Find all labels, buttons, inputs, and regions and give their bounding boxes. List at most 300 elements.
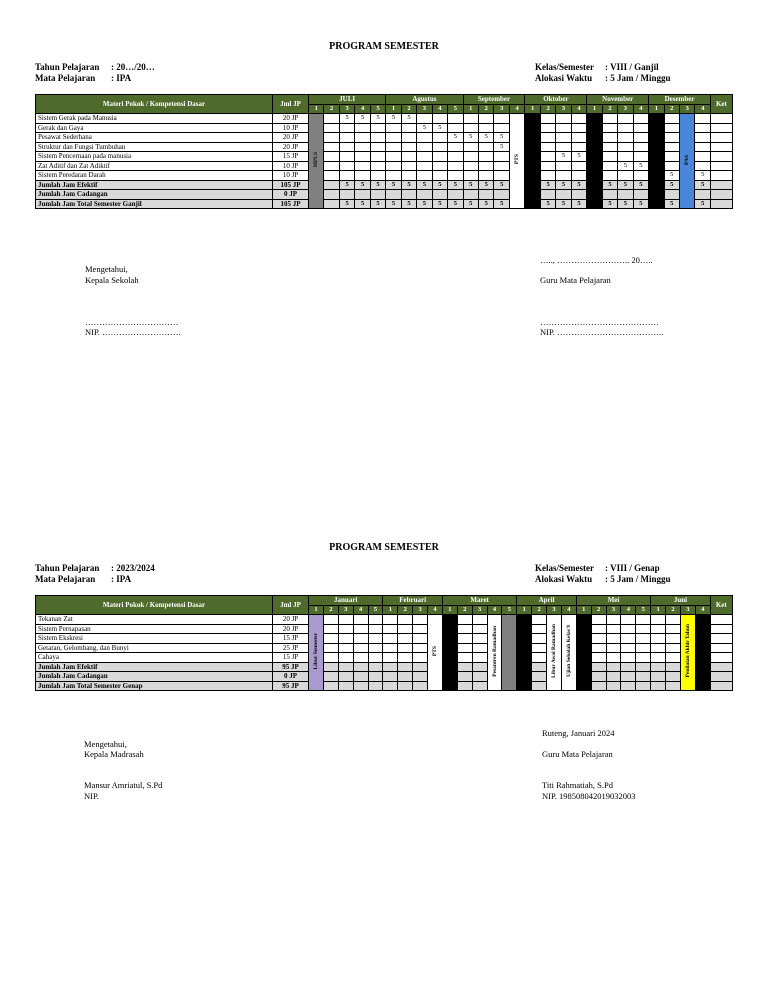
week-cell xyxy=(606,672,621,682)
header-week-number: 4 xyxy=(695,605,710,615)
week-cell xyxy=(618,114,633,124)
penilaian-block xyxy=(680,615,695,691)
week-cell xyxy=(432,142,447,152)
week-cell xyxy=(591,681,606,691)
week-cell xyxy=(324,190,339,200)
week-cell xyxy=(602,114,617,124)
week-cell xyxy=(472,634,487,644)
header-month: Desember xyxy=(649,95,711,105)
jml-cell: 95 JP xyxy=(273,681,309,691)
break-block xyxy=(517,615,532,691)
label-mapel: Mata Pelajaran xyxy=(35,73,96,83)
header-week-number: 4 xyxy=(432,104,447,114)
materi-cell: Zat Aditif dan Zat Adiktif xyxy=(36,161,273,171)
week-cell xyxy=(339,161,354,171)
semester-table-ganjil xyxy=(35,94,733,209)
week-cell xyxy=(666,681,681,691)
libur-block xyxy=(309,615,324,691)
week-cell xyxy=(368,643,383,653)
week-cell xyxy=(432,171,447,181)
week-cell xyxy=(324,142,339,152)
header-week-number: 3 xyxy=(417,104,432,114)
week-cell: 5 xyxy=(355,180,370,190)
info-mapel-sem2 xyxy=(35,574,131,585)
week-cell xyxy=(353,653,368,663)
week-cell xyxy=(479,123,494,133)
jml-cell: 10 JP xyxy=(273,161,309,171)
header-week-number: 1 xyxy=(442,605,457,615)
value-tahun: : 20…/20… xyxy=(111,62,155,72)
ket-cell xyxy=(710,662,732,672)
week-cell xyxy=(432,190,447,200)
week-cell xyxy=(383,662,398,672)
pts-block-label: PTS xyxy=(514,154,521,165)
week-cell xyxy=(666,672,681,682)
week-cell xyxy=(494,171,509,181)
week-cell xyxy=(370,133,385,143)
week-cell xyxy=(556,133,571,143)
materi-cell: Jumlah Jam Total Semester Genap xyxy=(36,681,273,691)
header-week-number: 1 xyxy=(309,104,324,114)
week-cell: 5 xyxy=(556,152,571,162)
summary-row xyxy=(36,662,733,672)
jml-cell: 95 JP xyxy=(273,662,309,672)
week-cell: 5 xyxy=(494,180,509,190)
week-cell: 5 xyxy=(618,180,633,190)
week-cell xyxy=(472,681,487,691)
week-cell xyxy=(602,152,617,162)
week-cell: 5 xyxy=(494,142,509,152)
materi-cell: Struktur dan Fungsi Tumbuhan xyxy=(36,142,273,152)
week-cell xyxy=(479,190,494,200)
week-cell xyxy=(556,142,571,152)
week-cell xyxy=(591,672,606,682)
week-cell: 5 xyxy=(664,199,679,209)
materi-cell: Jumlah Jam Total Semester Ganjil xyxy=(36,199,273,209)
week-cell: 5 xyxy=(479,133,494,143)
week-cell xyxy=(621,615,636,625)
break-block xyxy=(695,615,710,691)
week-cell xyxy=(401,190,416,200)
label-kelas: Kelas/Semester xyxy=(535,62,594,72)
ket-cell xyxy=(710,180,732,190)
week-cell xyxy=(618,190,633,200)
header-month: Februari xyxy=(383,596,443,606)
header-week-number: 1 xyxy=(651,605,666,615)
header-week-number: 5 xyxy=(636,605,651,615)
page-title-sem1: PROGRAM SEMESTER xyxy=(329,41,439,52)
header-week-number: 4 xyxy=(509,104,524,114)
header-week-number: 4 xyxy=(633,104,649,114)
week-cell xyxy=(448,142,464,152)
week-cell: 5 xyxy=(602,180,617,190)
week-cell: 5 xyxy=(386,180,401,190)
ket-cell xyxy=(710,199,732,209)
week-cell: 5 xyxy=(556,199,571,209)
week-cell xyxy=(368,634,383,644)
sig-guru-name-sem1: …………………………………… xyxy=(540,317,659,327)
jml-cell: 20 JP xyxy=(273,624,309,634)
break-block xyxy=(576,615,591,691)
table-row xyxy=(36,624,733,634)
table-row xyxy=(36,161,733,171)
week-cell xyxy=(591,624,606,634)
header-week-number: 1 xyxy=(309,605,324,615)
week-cell xyxy=(355,152,370,162)
week-cell xyxy=(324,171,339,181)
week-cell xyxy=(494,190,509,200)
week-cell xyxy=(324,152,339,162)
header-week-number: 4 xyxy=(355,104,370,114)
week-cell xyxy=(323,615,338,625)
materi-cell: Sistem Peredaran Darah xyxy=(36,171,273,181)
week-cell xyxy=(448,123,464,133)
week-cell xyxy=(636,643,651,653)
info-tahun-sem2 xyxy=(35,563,155,574)
week-cell: 5 xyxy=(571,180,586,190)
week-cell xyxy=(413,615,428,625)
week-cell xyxy=(540,171,555,181)
week-cell xyxy=(448,190,464,200)
week-cell xyxy=(353,662,368,672)
jml-cell: 15 JP xyxy=(273,653,309,663)
table-row xyxy=(36,133,733,143)
week-cell xyxy=(338,681,353,691)
label-tahun: Tahun Pelajaran xyxy=(35,563,100,573)
ket-cell xyxy=(710,681,732,691)
value-alokasi: : 5 Jam / Minggu xyxy=(605,73,671,83)
week-cell xyxy=(353,615,368,625)
week-cell xyxy=(633,190,649,200)
materi-cell: Pesawat Sederhana xyxy=(36,133,273,143)
week-cell xyxy=(401,161,416,171)
week-cell: 5 xyxy=(448,199,464,209)
week-cell xyxy=(417,171,432,181)
week-cell xyxy=(417,152,432,162)
week-cell: 5 xyxy=(417,180,432,190)
week-cell xyxy=(556,114,571,124)
ket-cell xyxy=(710,624,732,634)
sig-kepala-nip-sem2: NIP. xyxy=(84,791,99,801)
week-cell xyxy=(633,133,649,143)
week-cell xyxy=(353,624,368,634)
week-cell xyxy=(479,142,494,152)
week-cell: 5 xyxy=(618,161,633,171)
week-cell xyxy=(479,114,494,124)
header-week-number: 5 xyxy=(368,605,383,615)
header-week-number: 4 xyxy=(571,104,586,114)
week-cell xyxy=(338,624,353,634)
week-cell xyxy=(651,615,666,625)
week-cell: 5 xyxy=(540,180,555,190)
week-cell: 5 xyxy=(370,180,385,190)
week-cell: 5 xyxy=(417,123,432,133)
libur-awal-block-label: Libur Awal Ramadhan xyxy=(551,624,557,678)
info-alokasi-sem2 xyxy=(535,574,671,585)
week-cell xyxy=(606,615,621,625)
header-month: November xyxy=(587,95,649,105)
week-cell xyxy=(571,190,586,200)
header-materi: Materi Pokok / Kompetensi Dasar xyxy=(36,596,273,615)
header-week-number: 3 xyxy=(547,605,562,615)
week-cell xyxy=(324,133,339,143)
week-cell: 5 xyxy=(695,180,710,190)
header-week-number: 3 xyxy=(339,104,354,114)
week-cell xyxy=(432,152,447,162)
week-cell xyxy=(432,114,447,124)
week-cell xyxy=(479,161,494,171)
info-kelas-sem2 xyxy=(535,563,660,574)
header-week-number: 1 xyxy=(386,104,401,114)
week-cell xyxy=(602,190,617,200)
week-cell: 5 xyxy=(463,199,478,209)
week-cell xyxy=(398,653,413,663)
label-alokasi: Alokasi Waktu xyxy=(535,574,593,584)
week-cell xyxy=(432,161,447,171)
week-cell xyxy=(532,672,547,682)
materi-cell: Gerak dan Gaya xyxy=(36,123,273,133)
value-kelas: : VIII / Ganjil xyxy=(605,62,659,72)
week-cell xyxy=(556,171,571,181)
break-block xyxy=(649,114,664,209)
week-cell xyxy=(323,662,338,672)
header-week-number: 5 xyxy=(448,104,464,114)
week-cell: 5 xyxy=(355,114,370,124)
sig-kepala-sem1: Kepala Sekolah xyxy=(85,275,139,285)
week-cell xyxy=(398,662,413,672)
header-materi: Materi Pokok / Kompetensi Dasar xyxy=(36,95,273,114)
week-cell xyxy=(606,653,621,663)
sig-kepala-name-sem2: Mansur Amriatul, S.Pd xyxy=(84,780,163,790)
week-cell xyxy=(618,133,633,143)
week-cell xyxy=(463,123,478,133)
sig-guru-sem1: Guru Mata Pelajaran xyxy=(540,275,611,285)
info-tahun-sem1 xyxy=(35,62,155,73)
week-cell: 5 xyxy=(448,133,464,143)
ket-cell xyxy=(710,672,732,682)
break-block xyxy=(587,114,602,209)
week-cell xyxy=(398,634,413,644)
materi-cell: Sistem Pernapasan xyxy=(36,624,273,634)
header-week-number: 3 xyxy=(472,605,487,615)
header-week-number: 1 xyxy=(517,605,532,615)
week-cell xyxy=(463,171,478,181)
jml-cell: 15 JP xyxy=(273,634,309,644)
week-cell xyxy=(324,123,339,133)
week-cell xyxy=(636,624,651,634)
week-cell: 5 xyxy=(695,199,710,209)
week-cell xyxy=(664,190,679,200)
header-week-number: 3 xyxy=(413,605,428,615)
jml-cell: 20 JP xyxy=(273,142,309,152)
header-week-number: 5 xyxy=(502,605,517,615)
week-cell xyxy=(636,615,651,625)
week-cell xyxy=(494,123,509,133)
week-cell xyxy=(417,133,432,143)
week-cell xyxy=(463,142,478,152)
week-cell xyxy=(621,643,636,653)
week-cell xyxy=(463,190,478,200)
sig-kepala-nip-sem1: NIP. ………………………. xyxy=(85,327,181,337)
jml-cell: 20 JP xyxy=(273,615,309,625)
week-cell xyxy=(368,672,383,682)
week-cell xyxy=(386,171,401,181)
week-cell xyxy=(323,681,338,691)
week-cell xyxy=(472,653,487,663)
week-cell xyxy=(636,681,651,691)
ket-cell xyxy=(710,152,732,162)
table-row xyxy=(36,615,733,625)
week-cell xyxy=(353,643,368,653)
week-cell xyxy=(432,133,447,143)
ket-cell xyxy=(710,615,732,625)
ujian-kelas9-block xyxy=(561,615,576,691)
mpls-block xyxy=(309,114,324,209)
week-cell xyxy=(602,133,617,143)
week-cell: 5 xyxy=(602,199,617,209)
header-week-number: 2 xyxy=(457,605,472,615)
week-cell: 5 xyxy=(540,199,555,209)
materi-cell: Jumlah Jam Cadangan xyxy=(36,672,273,682)
week-cell xyxy=(532,624,547,634)
week-cell xyxy=(324,180,339,190)
week-cell xyxy=(666,643,681,653)
week-cell xyxy=(383,643,398,653)
materi-cell: Cahaya xyxy=(36,653,273,663)
header-week-number: 3 xyxy=(680,605,695,615)
header-week-number: 2 xyxy=(323,605,338,615)
week-cell xyxy=(651,653,666,663)
header-week-number: 1 xyxy=(383,605,398,615)
week-cell: 5 xyxy=(571,199,586,209)
page-title-sem2: PROGRAM SEMESTER xyxy=(329,542,439,553)
ket-cell xyxy=(710,634,732,644)
week-cell xyxy=(368,662,383,672)
week-cell xyxy=(633,142,649,152)
label-alokasi: Alokasi Waktu xyxy=(535,73,593,83)
week-cell: 5 xyxy=(432,180,447,190)
jml-cell: 10 JP xyxy=(273,171,309,181)
week-cell xyxy=(386,142,401,152)
ujian-kelas9-block-label: Ujian Sekolah Kelas 9 xyxy=(565,625,572,677)
week-cell xyxy=(338,643,353,653)
week-cell xyxy=(494,161,509,171)
jml-cell: 20 JP xyxy=(273,133,309,143)
week-cell xyxy=(386,161,401,171)
table-row xyxy=(36,142,733,152)
week-cell: 5 xyxy=(618,199,633,209)
week-cell xyxy=(401,133,416,143)
week-cell xyxy=(606,624,621,634)
header-month: Agustus xyxy=(386,95,463,105)
week-cell xyxy=(413,634,428,644)
week-cell: 5 xyxy=(571,152,586,162)
header-week-number: 3 xyxy=(606,605,621,615)
week-cell: 5 xyxy=(401,180,416,190)
week-cell: 5 xyxy=(633,180,649,190)
week-cell xyxy=(494,152,509,162)
value-kelas: : VIII / Genap xyxy=(605,563,660,573)
sig-mengetahui-sem2: Mengetahui, xyxy=(84,739,127,749)
week-cell xyxy=(571,114,586,124)
week-cell xyxy=(463,161,478,171)
week-cell xyxy=(540,123,555,133)
week-cell xyxy=(636,672,651,682)
week-cell xyxy=(472,615,487,625)
week-cell xyxy=(355,171,370,181)
week-cell xyxy=(664,123,679,133)
materi-cell: Sistem Pencernaan pada manusia xyxy=(36,152,273,162)
week-cell xyxy=(651,634,666,644)
week-cell xyxy=(540,161,555,171)
week-cell xyxy=(413,643,428,653)
week-cell xyxy=(370,152,385,162)
summary-row xyxy=(36,672,733,682)
week-cell xyxy=(651,681,666,691)
week-cell xyxy=(532,662,547,672)
week-cell xyxy=(338,653,353,663)
week-cell xyxy=(472,643,487,653)
week-cell xyxy=(353,672,368,682)
header-week-number: 2 xyxy=(401,104,416,114)
week-cell xyxy=(386,133,401,143)
sig-guru-nip-sem1: NIP. ……………………………….. xyxy=(540,327,664,337)
value-mapel: : IPA xyxy=(111,574,132,584)
ket-cell xyxy=(710,133,732,143)
table-row xyxy=(36,152,733,162)
info-kelas-sem1 xyxy=(535,62,659,73)
week-cell xyxy=(338,634,353,644)
week-cell xyxy=(401,142,416,152)
sig-guru-sem2: Guru Mata Pelajaran xyxy=(542,749,613,759)
value-tahun: : 2023/2024 xyxy=(111,563,155,573)
week-cell xyxy=(602,171,617,181)
week-cell xyxy=(324,161,339,171)
sig-guru-name-sem2: Titi Rahmatiah, S.Pd xyxy=(542,780,614,790)
week-cell xyxy=(368,624,383,634)
header-week-number: 1 xyxy=(649,104,664,114)
header-week-number: 2 xyxy=(591,605,606,615)
week-cell xyxy=(606,634,621,644)
week-cell xyxy=(401,123,416,133)
header-week-number: 4 xyxy=(428,605,443,615)
header-week-number: 2 xyxy=(666,605,681,615)
week-cell xyxy=(398,672,413,682)
week-cell xyxy=(540,152,555,162)
week-cell xyxy=(457,624,472,634)
header-week-number: 1 xyxy=(525,104,540,114)
week-cell: 5 xyxy=(339,114,354,124)
week-cell xyxy=(386,152,401,162)
week-cell xyxy=(457,672,472,682)
week-cell xyxy=(339,123,354,133)
header-ket: Ket xyxy=(710,596,732,615)
week-cell xyxy=(398,681,413,691)
week-cell xyxy=(368,615,383,625)
pts-block xyxy=(428,615,443,691)
ket-cell xyxy=(710,171,732,181)
jml-cell: 0 JP xyxy=(273,672,309,682)
week-cell xyxy=(457,634,472,644)
week-cell xyxy=(386,123,401,133)
header-week-number: 2 xyxy=(532,605,547,615)
week-cell xyxy=(398,615,413,625)
week-cell xyxy=(664,114,679,124)
sig-kepala-name-sem1: …………………………… xyxy=(85,317,179,327)
week-cell xyxy=(370,123,385,133)
week-cell: 5 xyxy=(695,171,710,181)
header-month: Maret xyxy=(442,596,516,606)
